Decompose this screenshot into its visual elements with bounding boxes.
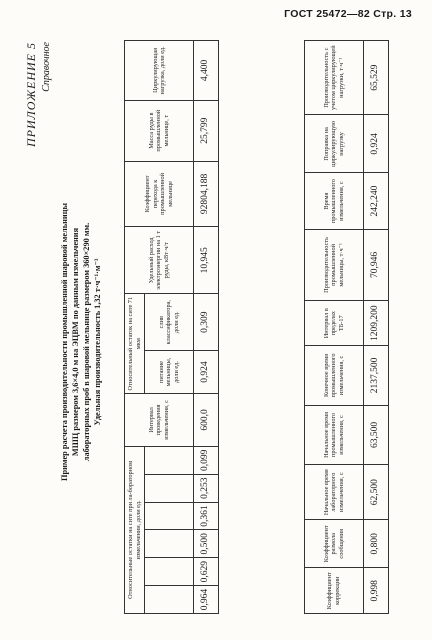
cell-t2: 2137,500: [364, 346, 389, 405]
table-top-values-row: [194, 41, 219, 614]
cell-r1: 0,964: [194, 586, 219, 614]
th-productivity-circ: Производительность с учетом циркулирующей нагрузки, т·ч⁻¹: [305, 41, 364, 115]
cell-coef-correction: 0,998: [364, 568, 389, 614]
caption-line-2: МШЦ размером 3,6×4,0 м на ЭЦВМ по данным измельчения: [70, 227, 80, 457]
caption-line-4: Удельная производительность 1,32 т·ч⁻¹·м⁻³: [92, 258, 102, 426]
cell-r4: 0,361: [194, 502, 219, 530]
th-coef-correction: Коэффициент коррекции: [305, 568, 364, 614]
cell-circ: 4,400: [194, 41, 219, 101]
cell-t1: 63,500: [364, 405, 389, 465]
cell-t0: 62,500: [364, 465, 389, 520]
th-productivity: Производительность промышленной мельницы, т·ч⁻¹: [305, 229, 364, 300]
caption-line-3: лабораторных проб в шаровой мельнице размером 360×290 мм.: [81, 222, 91, 462]
table-bottom-header-row: [305, 41, 364, 614]
th-sand: слив классификатора, доли ед.: [145, 294, 194, 351]
th-interval-range: Интервал в пределах ТБ-17: [305, 301, 364, 346]
cell-r6: 0,099: [194, 446, 219, 474]
cell-feed: 0,924: [194, 351, 219, 394]
cell-r3: 0,500: [194, 530, 219, 558]
table-bottom: [304, 40, 389, 614]
th-rel-content: Относительный остаток на сите 71 мкм: [125, 294, 145, 394]
cell-coef-scale: 0,800: [364, 520, 389, 568]
th-final-time: Конечное время промышленного измельчения, с: [305, 346, 364, 405]
appendix-title: ПРИЛОЖЕНИЕ 5: [24, 42, 38, 147]
caption-line-1: Пример расчета производительности промышленной шаровой мельницы: [60, 203, 69, 481]
cell-interval: 600,0: [194, 393, 219, 446]
appendix-subtitle: Справочное: [41, 42, 52, 92]
cell-r2: 0,629: [194, 558, 219, 586]
table-top: [124, 40, 219, 614]
rotated-page: [12, 32, 422, 632]
th-coef: Коэффициент перехода к промышленной мельнице: [125, 161, 194, 227]
th-specific: Удельный расход электроэнергии на 1 т руды, кВт·ч/т: [125, 227, 194, 294]
cell-mass: 25,799: [194, 100, 219, 161]
cell-sand: 0,309: [194, 294, 219, 351]
caption: [60, 92, 104, 592]
th-initial-time: Начальное время лабораторного измельчения, с: [305, 465, 364, 520]
th-mass: Масса руды в промышленной мельнице, т: [125, 100, 194, 161]
th-industrial-time: Время промышленного измельчения, с: [305, 173, 364, 229]
th-residues: Относительные остатки на сите при ла-бораторном измельчении, доли ед.: [125, 446, 145, 613]
table-bottom-values-row: [364, 41, 389, 614]
cell-prod: 70,946: [364, 229, 389, 300]
th-initial-time2: Начальное время промышленного измельчения, с: [305, 405, 364, 465]
th-coef-scale: Коэффициент размола сообщения: [305, 520, 364, 568]
page-header: ГОСТ 25472—82 Стр. 13: [284, 8, 412, 20]
cell-t3: 1209,200: [364, 301, 389, 346]
th-feed: питание мельницы, доли ед.: [145, 351, 194, 394]
th-correction-circ: Поправка на циркулирующую нагрузку: [305, 115, 364, 173]
table-top-header-row: [125, 41, 145, 614]
cell-r5: 0,253: [194, 474, 219, 502]
cell-time: 242,240: [364, 173, 389, 229]
th-circ: Циркулирующая нагрузка, доли ед.: [125, 41, 194, 101]
cell-coef: 92804,188: [194, 161, 219, 227]
th-interval: Интервал проведения измельчения, с: [125, 393, 194, 446]
cell-specific: 10,945: [194, 227, 219, 294]
cell-corr: 0,924: [364, 115, 389, 173]
cell-prod-circ: 65,529: [364, 41, 389, 115]
appendix-block: [24, 42, 52, 192]
